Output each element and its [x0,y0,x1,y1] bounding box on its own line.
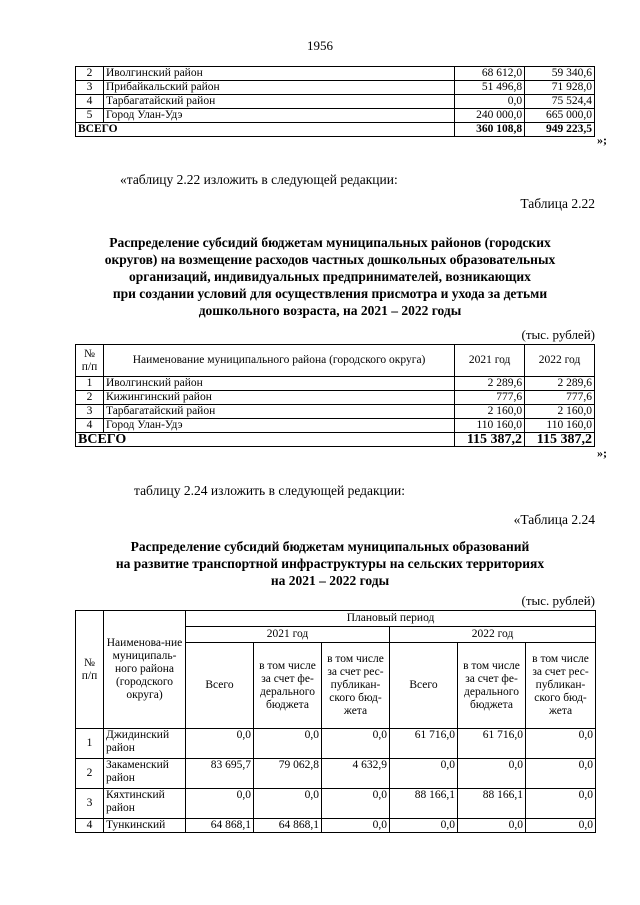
table-row [76,405,595,419]
header-total-2021: Всего [186,643,254,729]
row-value-2021: 777,6 [455,391,525,405]
row-number: 3 [76,405,104,419]
row-name: Тарбагатайский район [103,405,454,419]
table-row [76,81,595,95]
row-number: 3 [76,789,104,819]
title-line: при создании условий для осуществления присмотра и ухода за детьми [112,286,548,301]
row-value-c: 4 632,9 [322,759,390,789]
header-num: № п/п [76,611,104,729]
row-value-c: 0,0 [322,729,390,759]
row-value-a: 0,0 [186,789,254,819]
table-row [76,67,595,81]
total-value-2021: 115 387,2 [455,433,525,447]
row-value-1: 240 000,0 [455,109,525,123]
row-value-a: 83 695,7 [186,759,254,789]
page-number: 1956 [307,38,333,53]
row-value-f: 0,0 [526,729,596,759]
row-name: Иволгинский район [103,377,454,391]
header-fed-2021: в том числе за счет фе-дерального бюджета [254,643,322,729]
row-value-d: 61 716,0 [390,729,458,759]
table-row [76,729,596,759]
row-value-2: 71 928,0 [525,81,595,95]
row-name: Город Улан-Удэ [103,419,454,433]
total-row [76,433,595,447]
row-value-e: 0,0 [458,819,526,833]
row-value-c: 0,0 [322,789,390,819]
row-value-2: 665 000,0 [525,109,595,123]
row-value-b: 0,0 [254,729,322,759]
row-value-d: 0,0 [390,819,458,833]
row-value-a: 0,0 [186,729,254,759]
table-2-22-label: Таблица 2.22 [520,196,595,211]
table-row [76,377,595,391]
row-value-2022: 110 160,0 [525,419,595,433]
table-row [76,109,595,123]
title-table-2-22 [70,234,590,319]
row-value-a: 64 868,1 [186,819,254,833]
row-value-e: 0,0 [458,759,526,789]
row-name: Закаменский район [104,759,186,789]
header-2022: 2022 год [525,345,595,377]
table1-tail: »; [597,133,607,147]
total-value-1: 360 108,8 [455,123,525,137]
row-value-b: 0,0 [254,789,322,819]
header-name: Наименова-ние муниципаль-ного района (городского округа) [104,611,186,729]
row-number: 5 [76,109,104,123]
title-line: на 2021 – 2022 годы [270,573,390,588]
row-name: Кижингинский район [103,391,454,405]
row-value-f: 0,0 [526,789,596,819]
row-value-b: 64 868,1 [254,819,322,833]
row-name: Кяхтинский район [104,789,186,819]
row-value-1: 68 612,0 [455,67,525,81]
row-number: 3 [76,81,104,95]
total-value-2: 949 223,5 [525,123,595,137]
table-row [76,819,596,833]
row-value-f: 0,0 [526,819,596,833]
row-name: Иволгинский район [103,67,454,81]
row-number: 4 [76,419,104,433]
table-row [76,789,596,819]
total-row [76,123,595,137]
row-number: 2 [76,759,104,789]
title-line: Распределение субсидий бюджетам муниципальных районов (городских [109,235,551,250]
header-num: № п/п [76,345,104,377]
table2-tail: »; [597,446,607,460]
title-line: на развитие транспортной инфраструктуры на сельских территориях [115,556,545,571]
header-2022: 2022 год [390,627,596,643]
header-fed-2022: в том числе за счет фе-дерального бюджета [458,643,526,729]
total-label: ВСЕГО [76,123,455,137]
row-name: Джидинский район [104,729,186,759]
row-value-2: 59 340,6 [525,67,595,81]
row-value-2021: 2 289,6 [455,377,525,391]
table-row [76,391,595,405]
table-continuation [75,66,595,137]
row-value-1: 0,0 [455,95,525,109]
row-value-e: 61 716,0 [458,729,526,759]
row-number: 1 [76,377,104,391]
row-name: Прибайкальский район [103,81,454,95]
row-value-2021: 2 160,0 [455,405,525,419]
row-value-2: 75 524,4 [525,95,595,109]
row-value-2022: 777,6 [525,391,595,405]
header-plan: Плановый период [186,611,596,627]
row-value-2022: 2 289,6 [525,377,595,391]
title-line: округов) на возмещение расходов частных дошкольных образовательных [104,252,556,267]
row-value-2021: 110 160,0 [455,419,525,433]
paragraph-table-2-24: таблицу 2.24 изложить в следующей редакции: [134,483,405,498]
unit-label-2: (тыс. рублей) [521,593,595,608]
paragraph-table-2-22: «таблицу 2.22 изложить в следующей редакции: [120,172,398,187]
table-row [76,759,596,789]
table-row [76,95,595,109]
row-name: Тарбагатайский район [103,95,454,109]
row-value-2022: 2 160,0 [525,405,595,419]
table-2-22 [75,344,595,447]
title-table-2-24 [70,538,590,589]
table-row [76,419,595,433]
row-number: 1 [76,729,104,759]
row-name: Город Улан-Удэ [103,109,454,123]
row-number: 2 [76,67,104,81]
row-value-e: 88 166,1 [458,789,526,819]
unit-label: (тыс. рублей) [521,327,595,342]
table-2-24-label: «Таблица 2.24 [513,512,595,527]
title-line: Распределение субсидий бюджетам муниципальных образований [130,539,530,554]
header-rep-2022: в том числе за счет рес-публикан-ского бюд-жета [526,643,596,729]
row-value-c: 0,0 [322,819,390,833]
table-2-24 [75,610,596,833]
header-2021: 2021 год [455,345,525,377]
title-line: дошкольного возраста, на 2021 – 2022 годы [198,303,462,318]
header-total-2022: Всего [390,643,458,729]
row-number: 4 [76,819,104,833]
row-number: 2 [76,391,104,405]
total-value-2022: 115 387,2 [525,433,595,447]
row-value-1: 51 496,8 [455,81,525,95]
header-rep-2021: в том числе за счет рес-публикан-ского бюд-жета [322,643,390,729]
total-label: ВСЕГО [76,433,455,447]
row-value-d: 0,0 [390,759,458,789]
header-2021: 2021 год [186,627,390,643]
row-value-b: 79 062,8 [254,759,322,789]
title-line: организаций, индивидуальных предпринимателей, возникающих [129,269,531,284]
row-value-f: 0,0 [526,759,596,789]
row-name: Тункинский [104,819,186,833]
header-name: Наименование муниципального района (городского округа) [103,345,454,377]
row-value-d: 88 166,1 [390,789,458,819]
row-number: 4 [76,95,104,109]
